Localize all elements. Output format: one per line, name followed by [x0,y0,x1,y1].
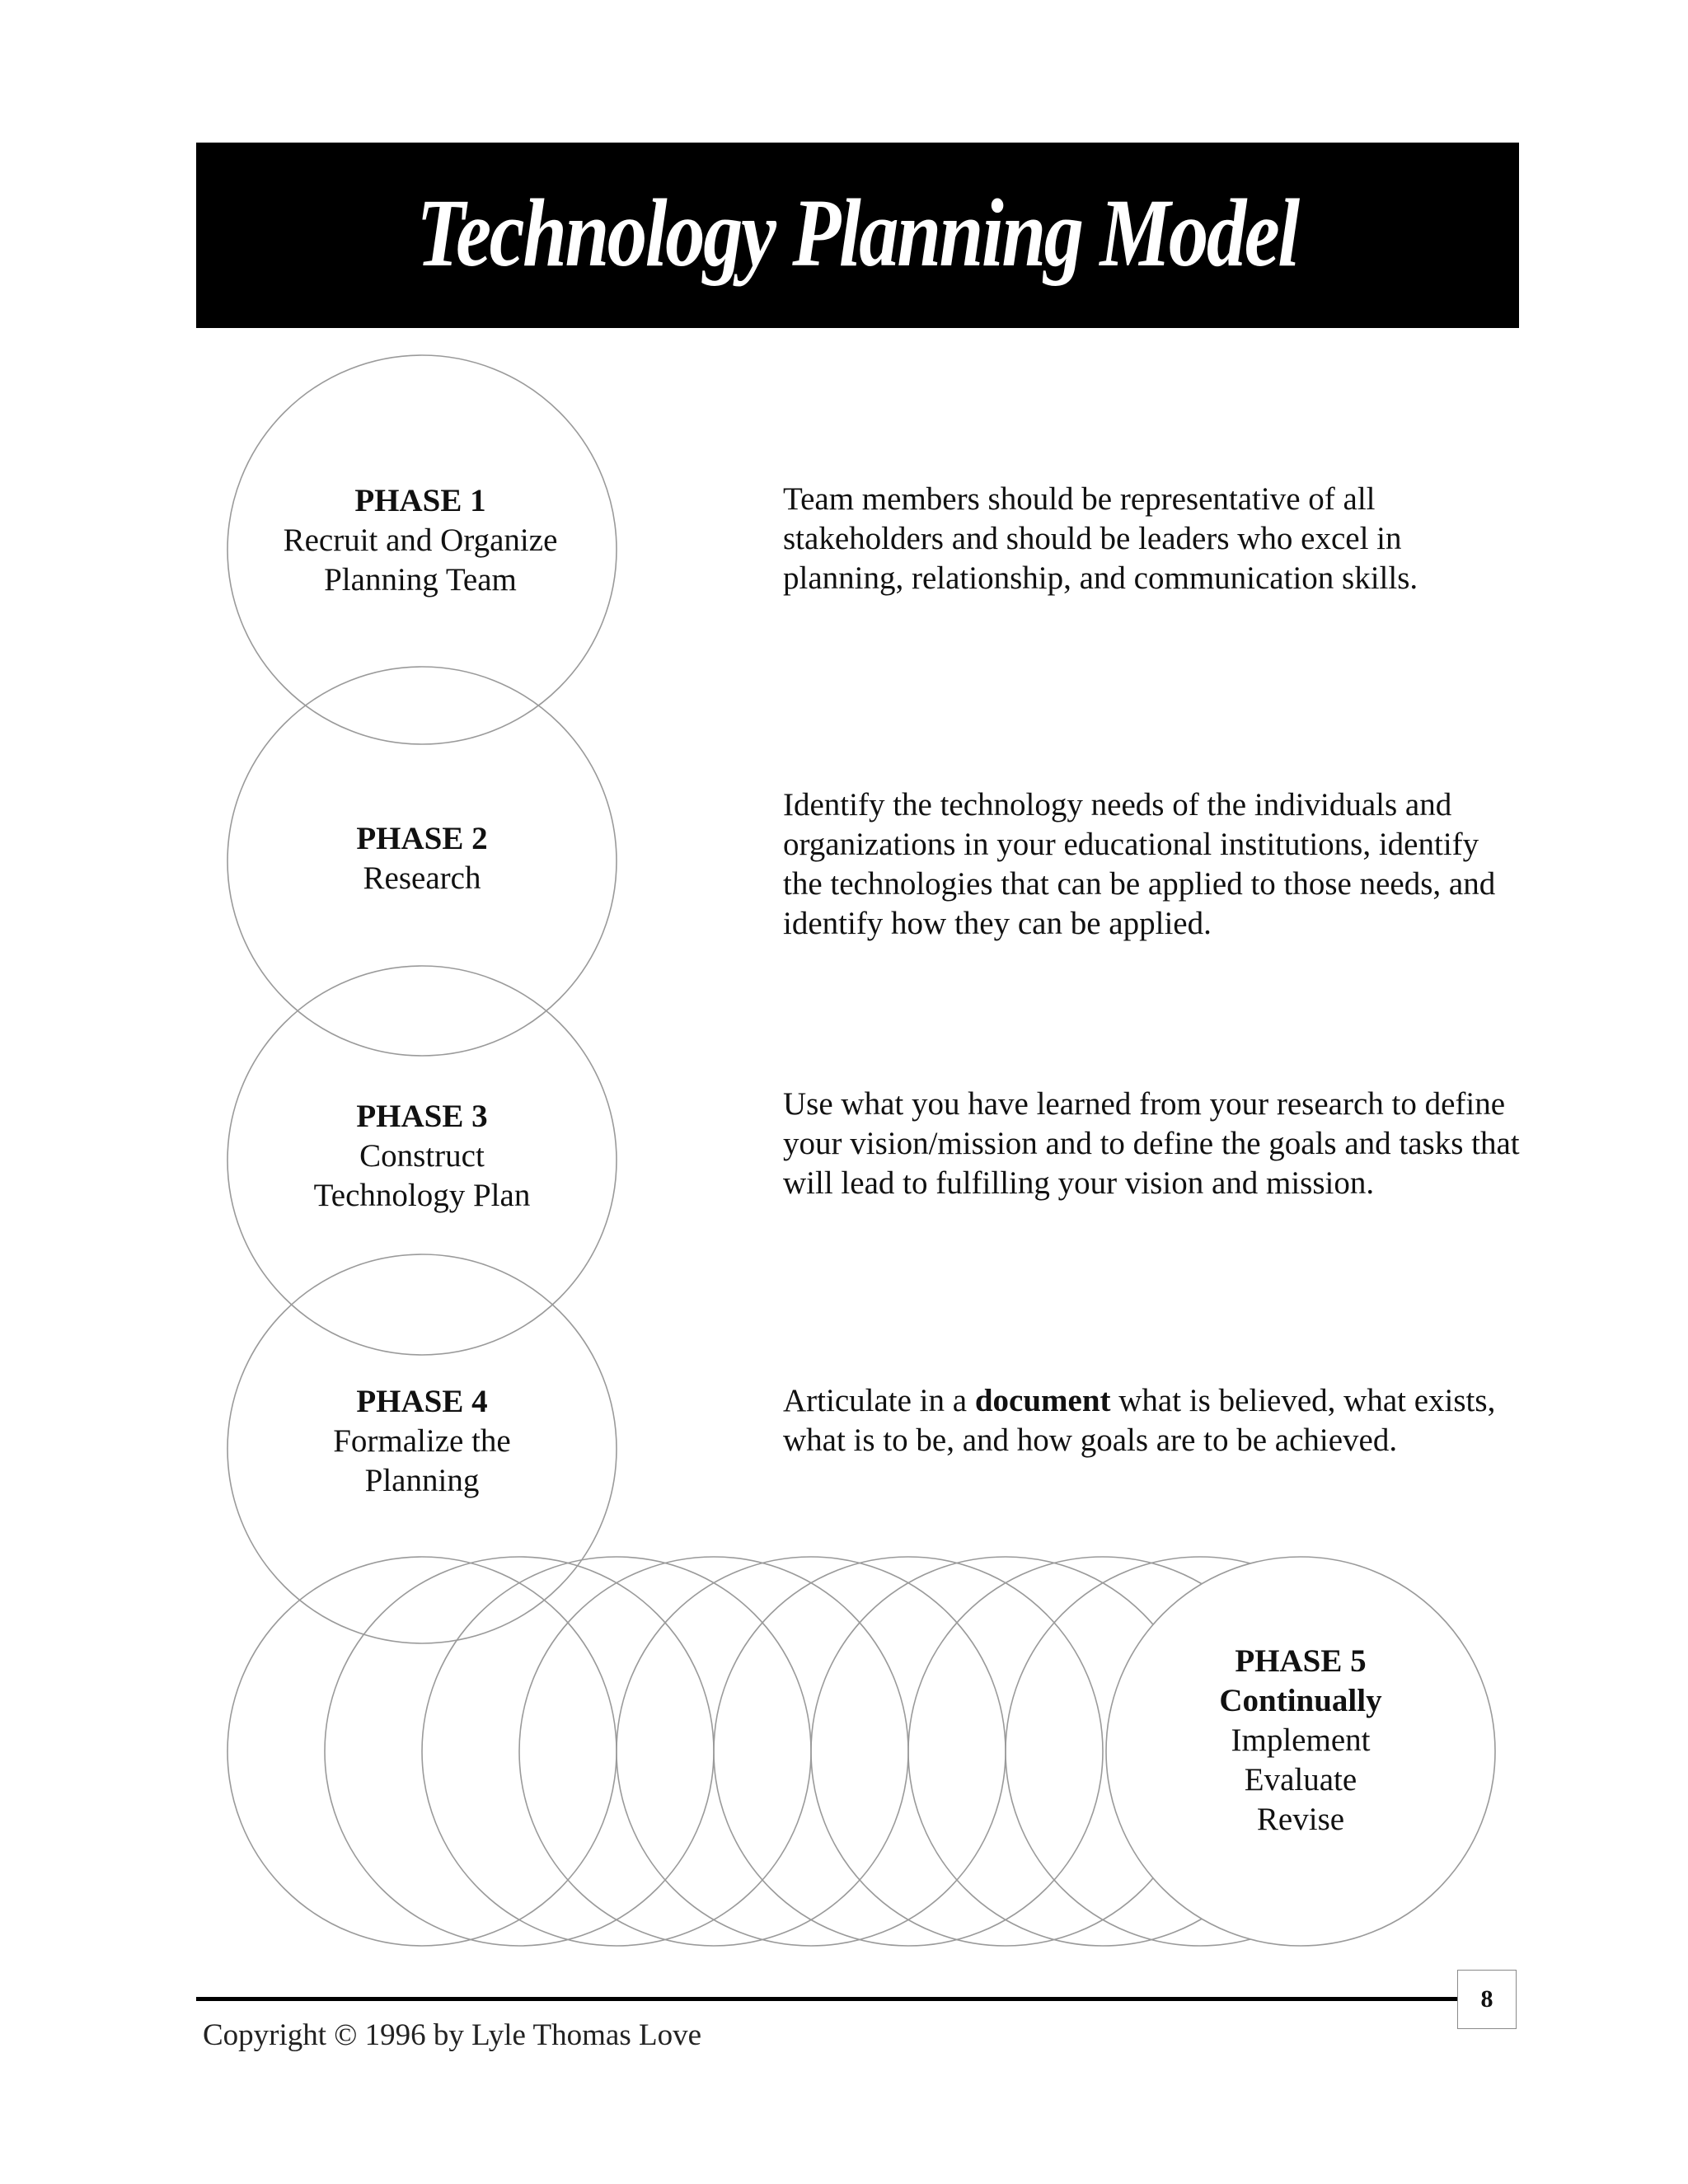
phase-4-description [783,1381,1525,1460]
phase-3-description: Use what you have learned from your research to define your vision/mission and to define the goals and tasks that will lead to fulfilling your vision and mission. [783,1086,1520,1201]
footer-rule [196,1997,1457,2001]
phase-4-description-bold: document [974,1383,1111,1418]
phase-1-label [239,481,602,600]
phase-2-line: Research [363,860,481,896]
phase-1-title: PHASE 1 [354,483,486,518]
phase-5-title: PHASE 5 [1235,1643,1367,1679]
phase-4-line: Planning [364,1463,480,1498]
phase-4-description-pre: Articulate in a [783,1383,975,1418]
phase-5-label [1119,1642,1482,1840]
phase-3-line: Construct [359,1138,485,1174]
page-title: Technology Planning Model [416,178,1299,287]
phase-4-label [241,1382,603,1501]
phase-5-line: Continually [1219,1683,1382,1718]
phase-4-title: PHASE 4 [356,1384,488,1419]
phase-3-line: Technology Plan [313,1178,531,1213]
phase-3-title: PHASE 3 [356,1099,488,1134]
phase-2-label [241,819,603,898]
phase-4-description-post: what is believed, what exists, what is to be, and how goals are to be achieved. [783,1383,1496,1458]
phase-1-description: Team members should be representative of all stakeholders and should be leaders who excel in planning, relationship, and communication skills. [783,481,1418,596]
phase-4-line: Formalize the [333,1423,511,1459]
phase-5-line: Implement [1231,1722,1371,1758]
phase-1-line: Planning Team [324,562,517,598]
phase-5-line: Evaluate [1244,1762,1357,1797]
page-number: 8 [1457,1970,1517,2029]
phase-2-title: PHASE 2 [356,821,488,856]
phase-3-label [241,1097,603,1216]
copyright-text: Copyright © 1996 by Lyle Thomas Love [203,2018,701,2052]
phase-2-description: Identify the technology needs of the individuals and organizations in your educational institutions, identify the technologies that can be applied to those needs, and identify how they can be applied. [783,787,1496,941]
phase-1-line: Recruit and Organize [283,523,558,558]
phase-5-line: Revise [1256,1802,1345,1837]
